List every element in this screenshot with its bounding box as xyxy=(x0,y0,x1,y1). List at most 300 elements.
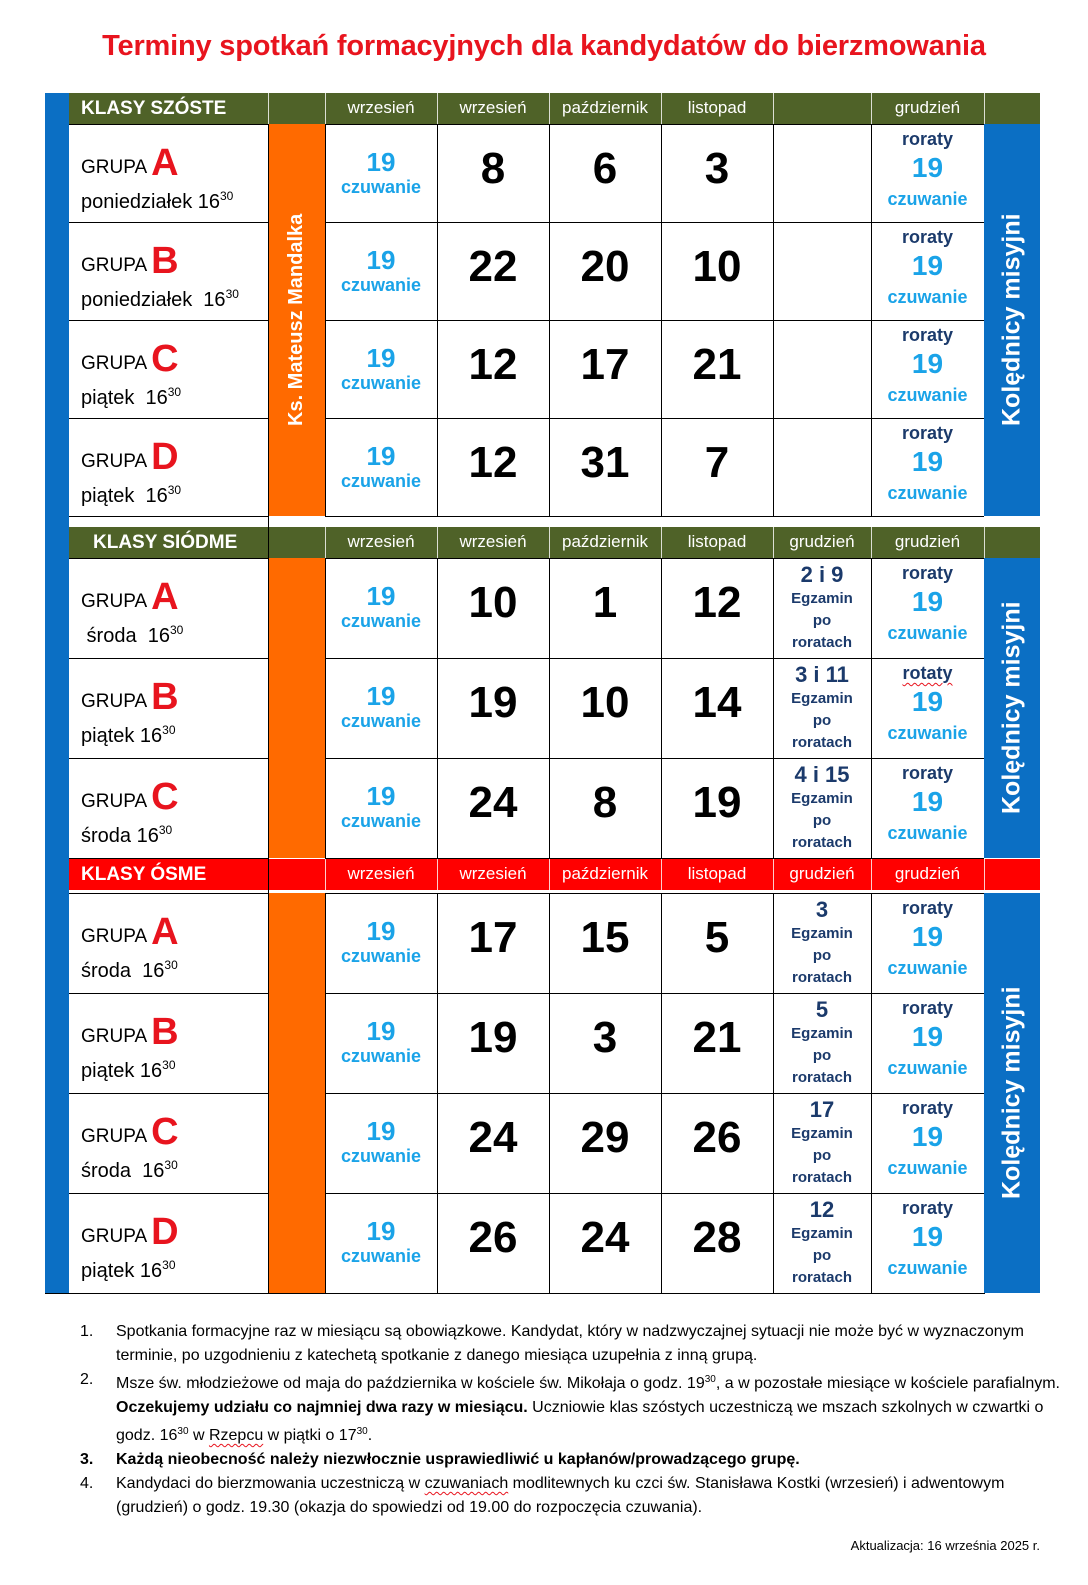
vigil-label: czuwanie xyxy=(340,611,422,631)
orange-column xyxy=(268,893,325,1293)
group-cell xyxy=(69,676,268,748)
group-letter: D xyxy=(151,436,179,478)
section-class-label: KLASY SZÓSTE xyxy=(81,98,227,119)
side-label: Kolędnicy misyjni xyxy=(997,601,1026,815)
group-label: GRUPA xyxy=(81,1126,148,1147)
header-separator xyxy=(437,527,438,558)
side-label: Kolędnicy misyjni xyxy=(997,986,1026,1200)
group-day-text: środa 16 xyxy=(81,1160,165,1182)
vigil-cell xyxy=(325,917,437,967)
roraty-day: 19 xyxy=(911,786,944,817)
grid-line xyxy=(69,516,268,517)
group-day xyxy=(81,189,268,214)
group-day-text: środa 16 xyxy=(81,825,159,847)
group-day-sup: 30 xyxy=(169,623,184,637)
roraty-cell xyxy=(871,324,984,408)
month-header: listopad xyxy=(687,532,747,551)
group-letter: A xyxy=(151,911,179,953)
group-day xyxy=(81,385,268,410)
group-label: GRUPA xyxy=(81,691,148,712)
vigil-cell xyxy=(325,782,437,832)
exam-days: 3 xyxy=(815,897,829,922)
month-header: grudzień xyxy=(789,532,855,551)
meeting-day: 21 xyxy=(692,1013,742,1062)
group-day xyxy=(81,1158,268,1183)
grid-line xyxy=(325,222,984,223)
group-letter: D xyxy=(151,1211,179,1253)
group-day-text: środa 16 xyxy=(81,960,165,982)
month-header: listopad xyxy=(687,98,747,117)
month-header: grudzień xyxy=(894,98,961,117)
group-day-text: piątek 16 xyxy=(81,387,168,409)
exam-label: roratach xyxy=(791,834,853,851)
grid-line xyxy=(325,758,984,759)
roraty-vigil: czuwanie xyxy=(887,723,968,743)
grid-line xyxy=(325,124,984,125)
header-separator xyxy=(268,93,269,124)
header-separator xyxy=(871,859,872,890)
exam-label: po xyxy=(812,1247,832,1264)
grid-line xyxy=(773,124,774,516)
group-letter: A xyxy=(151,142,179,184)
header-separator xyxy=(325,93,326,124)
group-cell xyxy=(69,436,268,508)
vigil-cell xyxy=(325,682,437,732)
exam-label: Egzamin xyxy=(791,790,853,807)
month-header: październik xyxy=(562,864,648,883)
group-day-sup: 30 xyxy=(220,189,234,203)
header-separator xyxy=(661,93,662,124)
group-day-text: piątek 16 xyxy=(81,1060,163,1082)
month-header: październik xyxy=(562,532,648,551)
meeting-day: 24 xyxy=(580,1213,630,1262)
vigil-label: czuwanie xyxy=(340,711,422,731)
grid-line xyxy=(69,418,268,419)
roraty-cell xyxy=(871,562,984,646)
section-class-label: KLASY SIÓDME xyxy=(93,532,238,553)
vigil-day: 19 xyxy=(366,1216,396,1246)
header-filler xyxy=(268,93,325,124)
header-separator xyxy=(325,859,326,890)
exam-label: po xyxy=(812,1147,832,1164)
exam-days: 2 i 9 xyxy=(800,562,844,587)
group-day-text: piątek 16 xyxy=(81,485,168,507)
vigil-day: 19 xyxy=(366,781,396,811)
meeting-day: 24 xyxy=(468,778,518,827)
roraty-label: roraty xyxy=(901,423,954,443)
meeting-day: 24 xyxy=(468,1113,518,1162)
group-day xyxy=(81,958,268,983)
group-cell xyxy=(69,1111,268,1183)
header-separator xyxy=(549,859,550,890)
note-sup: 30 xyxy=(356,1426,368,1437)
group-cell xyxy=(69,240,268,312)
group-cell xyxy=(69,776,268,848)
roraty-cell xyxy=(871,226,984,310)
meeting-day: 3 xyxy=(592,1013,618,1062)
group-cell xyxy=(69,911,268,983)
vigil-day: 19 xyxy=(366,245,396,275)
exam-cell xyxy=(773,1097,871,1189)
vigil-day: 19 xyxy=(366,343,396,373)
meeting-day: 15 xyxy=(580,913,630,962)
meeting-day: 3 xyxy=(704,144,730,193)
note-sup: 30 xyxy=(704,1374,716,1385)
grid-line xyxy=(45,1293,985,1294)
note-text: Spotkania formacyjne raz w miesiącu są obowiązkowe. Kandydat, który w nadzwyczajnej sytuacji nie może być w wyznaczonym terminie, po uzgodnieniu z katechetą spotkanie z danego miesiąca uzupełnia z inną grupą. xyxy=(116,1323,1024,1364)
vigil-cell xyxy=(325,1117,437,1167)
note-text: Uczniowie klas szóstych uczestniczą we mszach szkolnych w czwartki o godz. 16 xyxy=(116,1399,1044,1444)
group-day-text: piątek 16 xyxy=(81,725,163,747)
note-4 xyxy=(80,1472,1060,1520)
roraty-day: 19 xyxy=(911,348,944,379)
roraty-cell xyxy=(871,1197,984,1281)
exam-days: 4 i 15 xyxy=(794,762,850,787)
roraty-label: roraty xyxy=(901,325,954,345)
group-day-sup: 30 xyxy=(167,483,182,497)
group-letter: C xyxy=(151,338,179,380)
vigil-day: 19 xyxy=(366,916,396,946)
group-letter: B xyxy=(151,240,179,282)
exam-cell xyxy=(773,762,871,854)
exam-cell xyxy=(773,997,871,1089)
roraty-label: rotaty xyxy=(902,663,953,683)
note-number: 4. xyxy=(80,1475,94,1492)
month-header: wrzesień xyxy=(459,98,527,117)
vigil-label: czuwanie xyxy=(340,471,422,491)
roraty-vigil: czuwanie xyxy=(887,483,968,503)
grid-line xyxy=(69,993,268,994)
exam-label: roratach xyxy=(791,969,853,986)
group-cell xyxy=(69,576,268,648)
meeting-day: 8 xyxy=(480,144,506,193)
note-bold: Oczekujemy udziału co najmniej dwa razy w miesiącu. xyxy=(116,1399,528,1416)
exam-cell xyxy=(773,1197,871,1289)
meeting-day: 7 xyxy=(704,438,730,487)
vigil-cell xyxy=(325,1217,437,1267)
group-day-sup: 30 xyxy=(225,287,239,301)
vigil-label: czuwanie xyxy=(340,275,422,295)
update-date: Aktualizacja: 16 września 2025 r. xyxy=(850,1538,1040,1553)
grid-line xyxy=(325,1193,984,1194)
month-header: październik xyxy=(562,98,648,117)
exam-label: roratach xyxy=(791,1169,853,1186)
section-class-label: KLASY ÓSME xyxy=(81,864,207,885)
exam-label: roratach xyxy=(791,734,853,751)
exam-cell xyxy=(773,662,871,754)
group-letter: C xyxy=(151,1111,179,1153)
meeting-day: 17 xyxy=(468,913,518,962)
group-label: GRUPA xyxy=(81,926,148,947)
grid-line xyxy=(325,516,984,517)
meeting-day: 10 xyxy=(580,678,630,727)
note-text: . xyxy=(367,1427,373,1444)
grid-line xyxy=(268,124,269,1293)
vigil-day: 19 xyxy=(366,1016,396,1046)
group-day xyxy=(81,287,268,312)
meeting-day: 12 xyxy=(468,340,518,389)
group-day-text: piątek 16 xyxy=(81,1260,163,1282)
group-letter: B xyxy=(151,676,179,718)
header-separator xyxy=(549,527,550,558)
header-separator xyxy=(773,527,774,558)
exam-label: Egzamin xyxy=(791,1125,853,1142)
roraty-day: 19 xyxy=(911,1121,944,1152)
group-day-text: poniedziałek 16 xyxy=(81,191,220,213)
note-2 xyxy=(80,1368,1060,1448)
group-label: GRUPA xyxy=(81,591,148,612)
note-text: w piątki o 17 xyxy=(263,1427,357,1444)
note-text: Msze św. młodzieżowe od maja do października w kościele św. Mikołaja o godz. 19 xyxy=(116,1375,705,1392)
group-day-text: poniedziałek 16 xyxy=(81,289,226,311)
meeting-day: 10 xyxy=(468,578,518,627)
exam-cell xyxy=(773,897,871,989)
group-day xyxy=(81,823,268,848)
roraty-vigil: czuwanie xyxy=(887,287,968,307)
left-blue-bar xyxy=(45,93,69,1293)
group-label: GRUPA xyxy=(81,791,148,812)
group-day xyxy=(81,1258,268,1283)
month-header: wrzesień xyxy=(459,864,527,883)
meeting-day: 14 xyxy=(692,678,742,727)
note-text: Każdą nieobecność należy niezwłocznie usprawiedliwić u kapłanów/prowadzącego grupę. xyxy=(116,1451,800,1468)
header-separator xyxy=(773,93,774,124)
header-separator xyxy=(871,527,872,558)
note-place: Rzepcu xyxy=(208,1427,264,1444)
roraty-label: roraty xyxy=(901,898,954,918)
vigil-label: czuwanie xyxy=(340,1046,422,1066)
group-label: GRUPA xyxy=(81,353,148,374)
group-day xyxy=(81,483,268,508)
group-letter: A xyxy=(151,576,179,618)
meeting-day: 26 xyxy=(468,1213,518,1262)
note-text: modlitewnych ku czci św. Stanisława Kostki (wrzesień) i adwentowym (grudzień) o godz. 19.30 (okazja do spowiedzi od 19.00 do rozpoczęcia czuwania). xyxy=(116,1475,1005,1516)
header-separator xyxy=(984,859,985,890)
grid-line xyxy=(69,320,268,321)
group-day xyxy=(81,1058,268,1083)
grid-line xyxy=(325,893,984,894)
group-day-sup: 30 xyxy=(162,1058,176,1072)
header-separator xyxy=(437,93,438,124)
note-text: Kandydaci do bierzmowania uczestniczą w xyxy=(116,1475,425,1492)
roraty-vigil: czuwanie xyxy=(887,958,968,978)
roraty-cell xyxy=(871,128,984,212)
meeting-day: 29 xyxy=(580,1113,630,1162)
header-separator xyxy=(437,859,438,890)
note-number: 2. xyxy=(80,1371,94,1388)
grid-line xyxy=(69,758,268,759)
roraty-day: 19 xyxy=(911,586,944,617)
group-label: GRUPA xyxy=(81,157,148,178)
exam-label: Egzamin xyxy=(791,690,853,707)
roraty-day: 19 xyxy=(911,152,944,183)
exam-days: 12 xyxy=(809,1197,835,1222)
roraty-label: roraty xyxy=(901,763,954,783)
group-letter: B xyxy=(151,1011,179,1053)
meeting-day: 19 xyxy=(692,778,742,827)
grid-line xyxy=(325,1093,984,1094)
header-separator xyxy=(549,93,550,124)
month-header: listopad xyxy=(687,864,747,883)
exam-label: po xyxy=(812,812,832,829)
priest-name: Ks. Mateusz Mandalka xyxy=(285,213,307,427)
roraty-label: roraty xyxy=(901,227,954,247)
meeting-day: 1 xyxy=(592,578,618,627)
vigil-label: czuwanie xyxy=(340,373,422,393)
vigil-day: 19 xyxy=(366,581,396,611)
roraty-vigil: czuwanie xyxy=(887,1158,968,1178)
vigil-cell xyxy=(325,344,437,394)
roraty-day: 19 xyxy=(911,250,944,281)
vigil-day: 19 xyxy=(366,147,396,177)
grid-line xyxy=(69,558,268,559)
group-day-sup: 30 xyxy=(167,385,182,399)
month-header: wrzesień xyxy=(459,532,527,551)
header-separator xyxy=(871,93,872,124)
meeting-day: 26 xyxy=(692,1113,742,1162)
group-label: GRUPA xyxy=(81,1226,148,1247)
roraty-vigil: czuwanie xyxy=(887,823,968,843)
meeting-day: 28 xyxy=(692,1213,742,1262)
header-separator xyxy=(984,93,985,124)
roraty-vigil: czuwanie xyxy=(887,385,968,405)
notes-list xyxy=(80,1320,1060,1520)
group-day xyxy=(81,623,268,648)
group-cell xyxy=(69,142,268,214)
exam-cell xyxy=(773,562,871,654)
roraty-vigil: czuwanie xyxy=(887,1058,968,1078)
header-separator xyxy=(661,527,662,558)
group-letter: C xyxy=(151,776,179,818)
grid-line xyxy=(69,1093,268,1094)
note-word: czuwaniach xyxy=(424,1475,509,1492)
roraty-vigil: czuwanie xyxy=(887,1258,968,1278)
grid-line xyxy=(325,320,984,321)
exam-label: Egzamin xyxy=(791,1025,853,1042)
vigil-label: czuwanie xyxy=(340,811,422,831)
note-text: , a w pozostałe miesiące w kościele parafialnym. xyxy=(715,1375,1060,1392)
grid-line xyxy=(325,418,984,419)
grid-line xyxy=(69,658,268,659)
exam-label: po xyxy=(812,612,832,629)
roraty-cell xyxy=(871,897,984,981)
roraty-day: 19 xyxy=(911,686,944,717)
roraty-cell xyxy=(871,662,984,746)
month-header: grudzień xyxy=(894,532,961,551)
roraty-label: roraty xyxy=(901,563,954,583)
note-1 xyxy=(80,1320,1060,1368)
grid-line xyxy=(69,222,268,223)
group-day-sup: 30 xyxy=(158,823,173,837)
meeting-day: 22 xyxy=(468,242,518,291)
meeting-day: 21 xyxy=(692,340,742,389)
exam-label: po xyxy=(812,712,832,729)
meeting-day: 19 xyxy=(468,1013,518,1062)
exam-label: Egzamin xyxy=(791,925,853,942)
exam-label: po xyxy=(812,1047,832,1064)
grid-line xyxy=(69,893,268,894)
vigil-day: 19 xyxy=(366,441,396,471)
exam-days: 5 xyxy=(815,997,829,1022)
group-label: GRUPA xyxy=(81,255,148,276)
meeting-day: 6 xyxy=(592,144,618,193)
note-text: w xyxy=(188,1427,209,1444)
group-cell xyxy=(69,1011,268,1083)
group-cell xyxy=(69,338,268,410)
exam-label: roratach xyxy=(791,1269,853,1286)
roraty-cell xyxy=(871,762,984,846)
roraty-label: roraty xyxy=(901,998,954,1018)
month-header: grudzień xyxy=(789,864,855,883)
group-day-sup: 30 xyxy=(164,958,178,972)
group-day-sup: 30 xyxy=(164,1158,178,1172)
month-header: grudzień xyxy=(894,864,961,883)
month-header: wrzesień xyxy=(347,532,415,551)
roraty-label: roraty xyxy=(901,129,954,149)
exam-label: roratach xyxy=(791,1069,853,1086)
meeting-day: 17 xyxy=(580,340,630,389)
note-3 xyxy=(80,1448,1060,1472)
vigil-day: 19 xyxy=(366,1116,396,1146)
vigil-label: czuwanie xyxy=(340,1246,422,1266)
roraty-day: 19 xyxy=(911,1021,944,1052)
roraty-label: roraty xyxy=(901,1198,954,1218)
grid-line xyxy=(69,124,268,125)
grid-line xyxy=(325,558,984,559)
vigil-cell xyxy=(325,442,437,492)
month-header: wrzesień xyxy=(347,864,415,883)
month-header xyxy=(773,93,871,124)
meeting-day: 20 xyxy=(580,242,630,291)
meeting-day: 12 xyxy=(468,438,518,487)
roraty-cell xyxy=(871,422,984,506)
meeting-day: 10 xyxy=(692,242,742,291)
exam-label: Egzamin xyxy=(791,1225,853,1242)
roraty-cell xyxy=(871,997,984,1081)
header-separator xyxy=(661,859,662,890)
meeting-day: 31 xyxy=(580,438,630,487)
meeting-day: 8 xyxy=(592,778,618,827)
exam-label: roratach xyxy=(791,634,853,651)
orange-column xyxy=(268,558,325,858)
meeting-day: 19 xyxy=(468,678,518,727)
vigil-cell xyxy=(325,246,437,296)
roraty-label: roraty xyxy=(901,1098,954,1118)
exam-label: po xyxy=(812,947,832,964)
group-cell xyxy=(69,1211,268,1283)
group-label: GRUPA xyxy=(81,451,148,472)
vigil-label: czuwanie xyxy=(340,1146,422,1166)
meeting-day: 5 xyxy=(704,913,730,962)
month-header: wrzesień xyxy=(347,98,415,117)
meeting-day: 12 xyxy=(692,578,742,627)
group-day-text: środa 16 xyxy=(81,625,170,647)
header-separator xyxy=(325,527,326,558)
exam-days: 17 xyxy=(809,1097,835,1122)
page-title: Terminy spotkań formacyjnych dla kandydatów do bierzmowania xyxy=(102,30,986,62)
vigil-cell xyxy=(325,582,437,632)
vigil-day: 19 xyxy=(366,681,396,711)
grid-line xyxy=(325,993,984,994)
vigil-cell xyxy=(325,1017,437,1067)
group-label: GRUPA xyxy=(81,1026,148,1047)
group-day-sup: 30 xyxy=(162,723,176,737)
exam-days: 3 i 11 xyxy=(795,662,849,687)
roraty-cell xyxy=(871,1097,984,1181)
group-day-sup: 30 xyxy=(162,1258,176,1272)
note-number: 3. xyxy=(80,1451,94,1468)
roraty-day: 19 xyxy=(911,446,944,477)
